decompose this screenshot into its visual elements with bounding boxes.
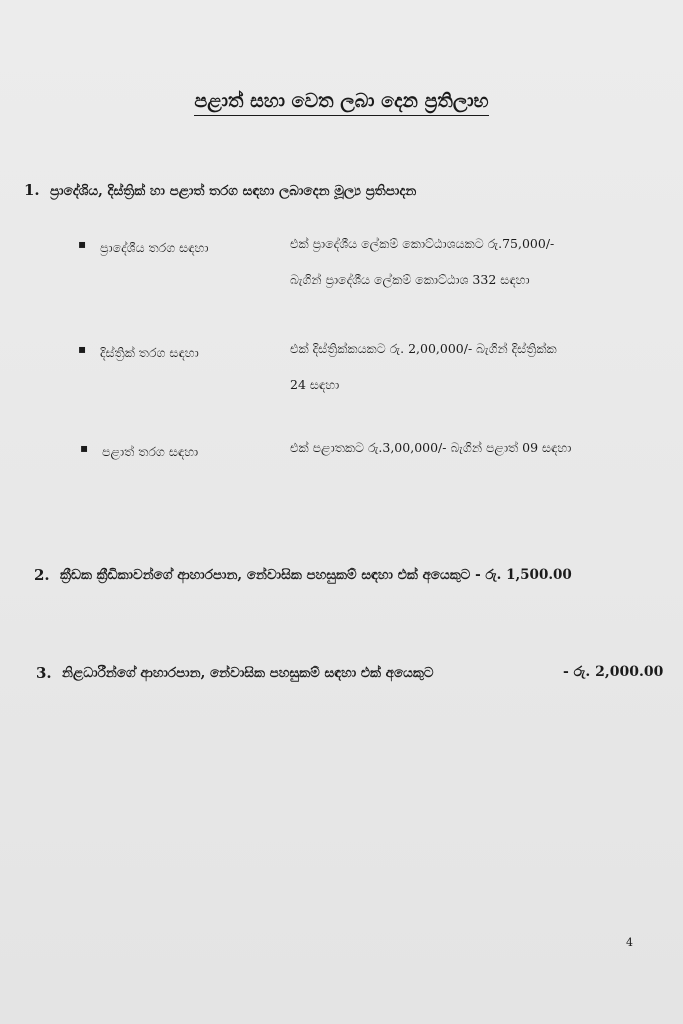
bullet-2-line-1: එක් දිස්ත්‍රික්කයකට රු. 2,00,000/- බැගින් දිස්ත්‍රික්ක <box>290 341 557 356</box>
section-1-number: 1. <box>24 181 40 199</box>
bullet-3-line-1: එක් පළාතකට රු.3,00,000/- බැගින් පළාත් 09 සඳහා <box>290 440 572 455</box>
section-2-number: 2. <box>34 566 50 584</box>
bullet-2-label: දිස්ත්‍රික් තරග සඳහා <box>100 345 199 360</box>
section-3-amount: - රු. 2,000.00 <box>563 664 664 680</box>
bullet-icon: ▪ <box>78 342 87 356</box>
bullet-2-line-2: 24 සඳහා <box>290 377 340 392</box>
bullet-2-description <box>290 331 660 403</box>
page-title-text: පළාත් සහා වෙත ලබා දෙන ප්‍රතිලාභ <box>194 90 488 116</box>
bullet-3-label: පළාත් තරග සඳහා <box>102 444 199 459</box>
section-2-text: ක්‍රීඩක ක්‍රීඩිකාවන්ගේ ආහාරපාන, නේවාසික පහසුකම් සඳහා එක් අයෙකුට - රු. 1,500.00 <box>60 567 572 583</box>
bullet-3-description <box>290 430 660 466</box>
section-3-text: නිළධාරීන්ගේ ආහාරපාන, නේවාසික පහසුකම් සඳහා එක් අයෙකුට <box>62 665 434 681</box>
bullet-icon: ▪ <box>78 237 87 251</box>
bullet-1-label: ප්‍රාදේශීය තරග සඳහා <box>100 240 209 255</box>
section-3-number: 3. <box>36 664 52 682</box>
page-number: 4 <box>626 936 633 949</box>
page-title <box>0 90 683 112</box>
bullet-1-line-1: එක් ප්‍රාදේශීය ලේකම් කොට්ඨාශයකට රු.75,000/- <box>290 236 555 251</box>
bullet-1-line-2: බැගින් ප්‍රාදේශීය ලේකම් කොට්ඨාශ 332 සඳහා <box>290 272 530 287</box>
bullet-1-description <box>290 226 660 298</box>
section-1-heading: ප්‍රාදේශිය, දිස්ත්‍රික් හා පළාත් තරග සඳහා ලබාදෙන මූල්‍ය ප්‍රතිපාදන <box>50 183 417 199</box>
bullet-icon: ▪ <box>80 441 89 455</box>
